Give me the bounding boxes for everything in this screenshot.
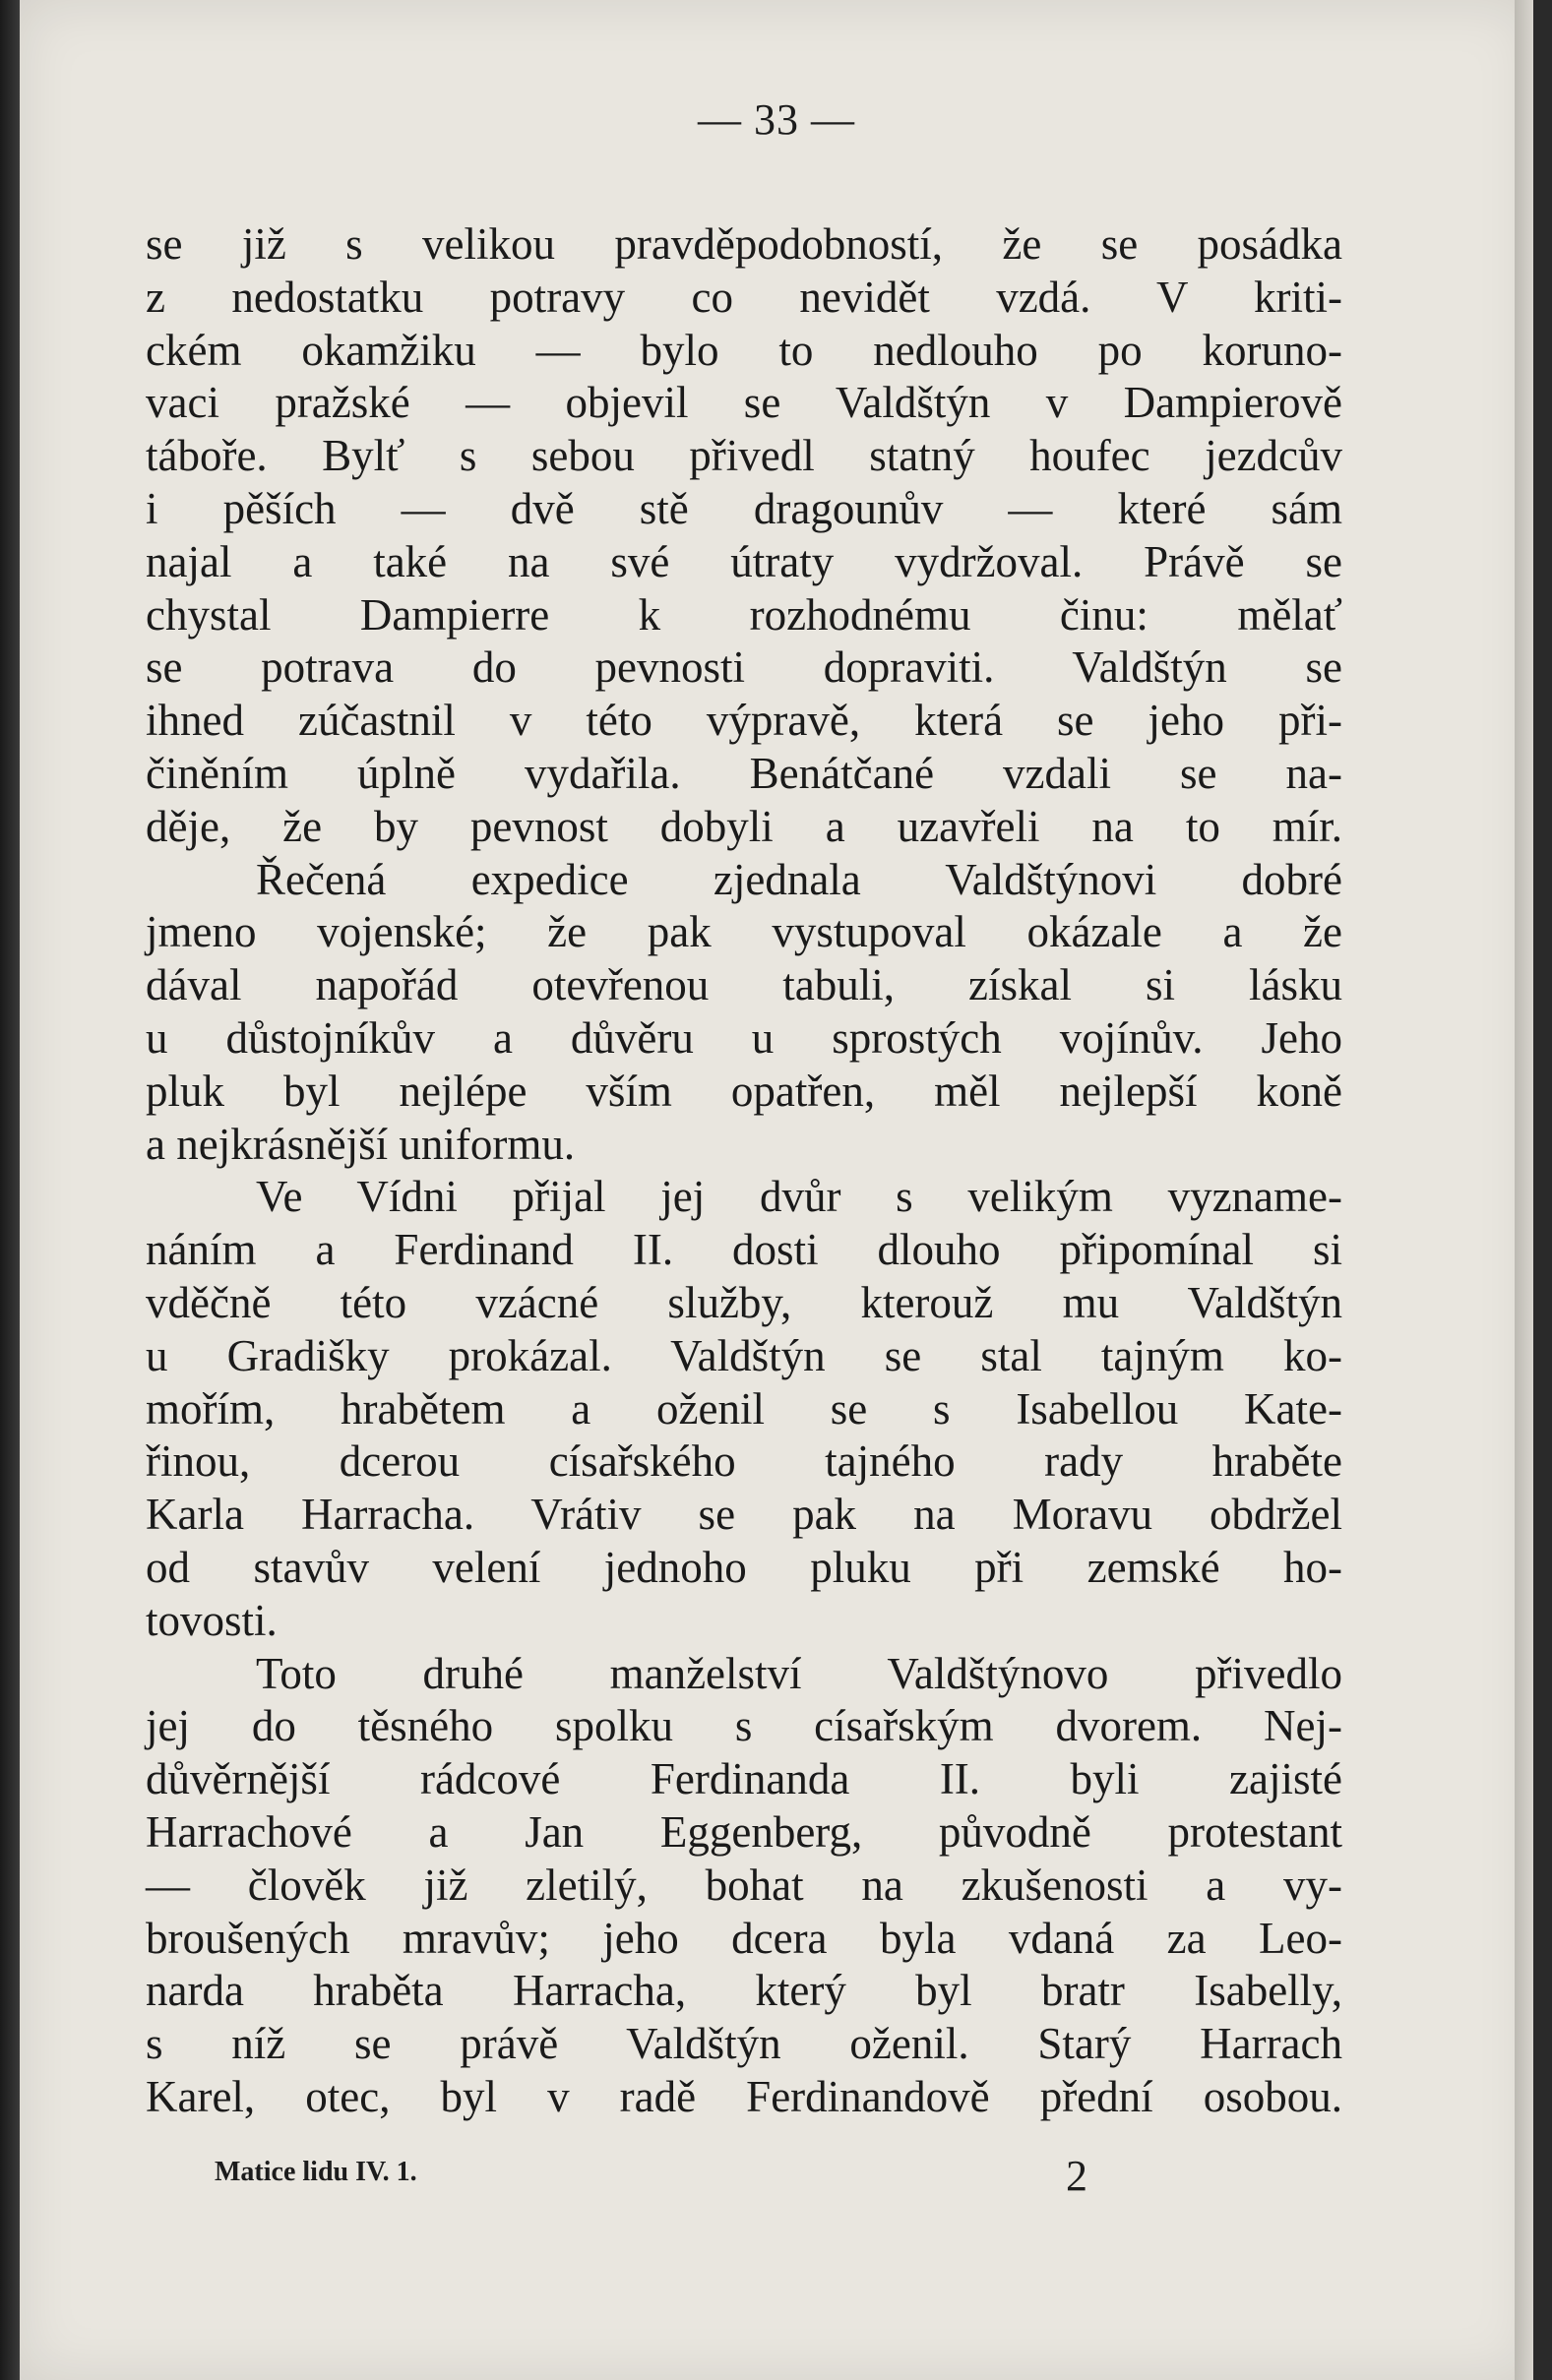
text-line: Karla Harracha. Vrátiv se pak na Moravu obdržel (146, 1490, 1342, 1540)
text-line: broušených mravův; jeho dcera byla vdaná za Leo- (146, 1913, 1342, 1963)
text-line: Toto druhé manželství Valdštýnovo přivedlo (256, 1648, 1342, 1698)
text-line: tovosti. (146, 1595, 278, 1645)
text-line: táboře. Bylť s sebou přivedl statný houfec jezdcův (146, 431, 1342, 481)
text-line: dával napořád otevřenou tabuli, získal si lásku (146, 960, 1342, 1010)
text-line: Karel, otec, byl v radě Ferdinandově přední osobou. (146, 2071, 1342, 2121)
text-line: důvěrnější rádcové Ferdinanda II. byli zajisté (146, 1754, 1342, 1804)
book-page (20, 0, 1533, 2380)
text-line: mořím, hrabětem a oženil se s Isabellou Kate- (146, 1383, 1342, 1434)
text-line: se potrava do pevnosti dopraviti. Valdštýn se (146, 642, 1342, 693)
text-line: činěním úplně vydařila. Benátčané vzdali se na- (146, 748, 1342, 798)
text-line: vděčně této vzácné služby, kterouž mu Valdštýn (146, 1277, 1342, 1327)
text-line: řinou, dcerou císařského tajného rady hraběte (146, 1436, 1342, 1487)
text-line: Ve Vídni přijal jej dvůr s velikým vyzname- (256, 1172, 1342, 1222)
text-line: jmeno vojenské; že pak vystupoval okázale a že (146, 907, 1342, 957)
text-line: Řečená expedice zjednala Valdštýnovi dobré (256, 854, 1342, 904)
book-binding-edge (0, 0, 20, 2380)
text-line: narda hraběta Harracha, který byl bratr Isabelly, (146, 1966, 1342, 2016)
footer-series-label: Matice lidu IV. 1. (215, 2157, 417, 2187)
text-line: a nejkrásnější uniformu. (146, 1119, 576, 1169)
text-line: vaci pražské — objevil se Valdštýn v Dampierově (146, 378, 1342, 428)
text-line: Harrachové a Jan Eggenberg, původně protestant (146, 1806, 1342, 1857)
text-line: najal a také na své útraty vydržoval. Právě se (146, 536, 1342, 586)
text-line: se již s velikou pravděpodobností, že se posádka (146, 219, 1342, 269)
text-line: — člověk již zletilý, bohat na zkušenosti a vy- (146, 1860, 1342, 1910)
text-line: ckém okamžiku — bylo to nedlouho po koruno- (146, 325, 1342, 375)
page-right-edge (1515, 0, 1533, 2380)
text-line: od stavův velení jednoho pluku při zemské ho- (146, 1542, 1342, 1592)
text-line: ihned zúčastnil v této výpravě, která se jeho při- (146, 696, 1342, 746)
text-line: náním a Ferdinand II. dosti dlouho připomínal si (146, 1225, 1342, 1275)
footer-signature-mark: 2 (1066, 2152, 1087, 2200)
text-line: pluk byl nejlépe vším opatřen, měl nejlepší koně (146, 1066, 1342, 1116)
text-line: s níž se právě Valdštýn oženil. Starý Harrach (146, 2019, 1342, 2069)
text-line: děje, že by pevnost dobyli a uzavřeli na to mír. (146, 801, 1342, 851)
text-line: i pěších — dvě stě dragounův — které sám (146, 483, 1342, 533)
text-line: jej do těsného spolku s císařským dvorem. Nej- (146, 1701, 1342, 1751)
page-number: — 33 — (698, 95, 855, 144)
text-line: u důstojníkův a důvěru u sprostých vojínův. Jeho (146, 1012, 1342, 1063)
text-line: chystal Dampierre k rozhodnému činu: mělať (146, 589, 1342, 640)
text-line: z nedostatku potravy co nevidět vzdá. V kriti- (146, 272, 1342, 322)
body-text (146, 218, 1342, 2124)
text-line: u Gradišky prokázal. Valdštýn se stal tajným ko- (146, 1330, 1342, 1380)
